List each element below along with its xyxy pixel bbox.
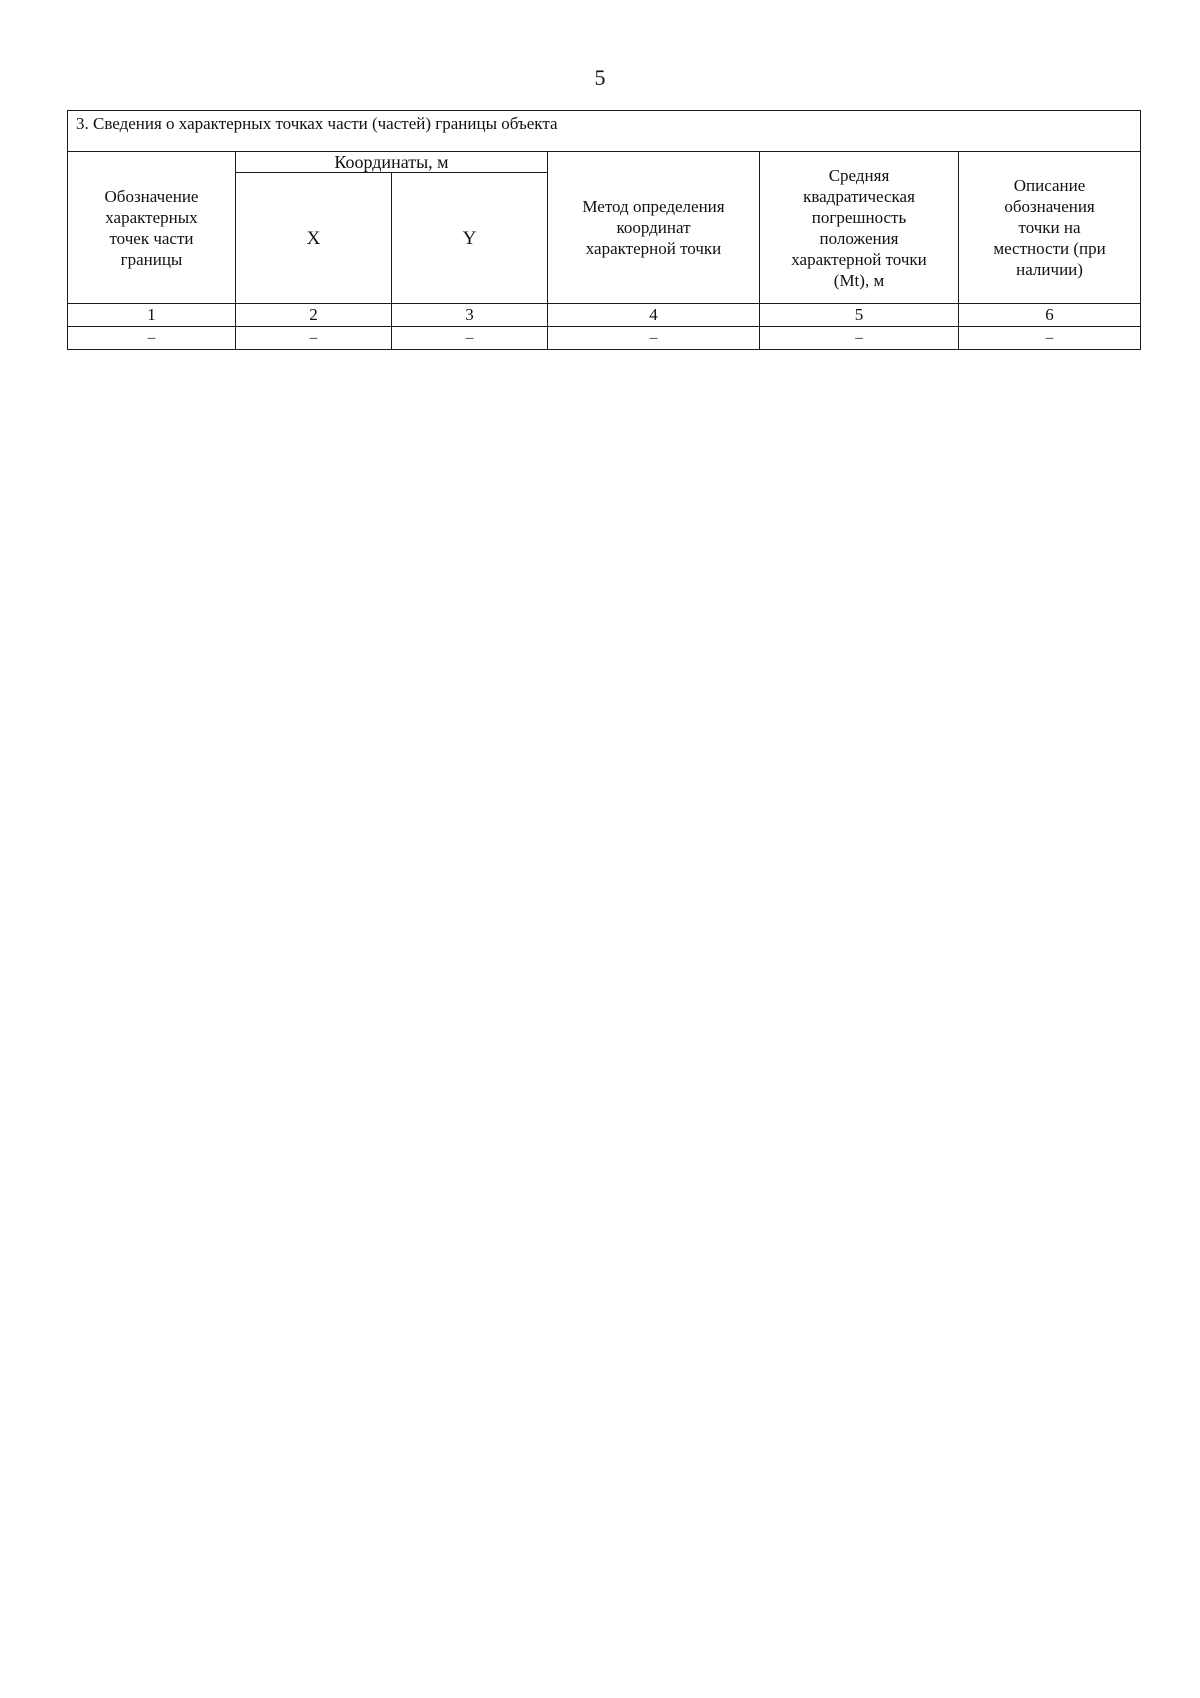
header-coordinates: Координаты, м	[236, 152, 548, 173]
header-error: Средняя квадратическая погрешность положения характерной точки (Mt), м	[760, 152, 959, 304]
characteristic-points-table	[67, 110, 1141, 350]
table-cell: –	[959, 327, 1141, 350]
table-cell: –	[68, 327, 236, 350]
column-number: 4	[548, 304, 760, 327]
header-x: X	[236, 173, 392, 304]
header-description: Описание обозначения точки на местности (при наличии)	[959, 152, 1141, 304]
table-title-row	[68, 111, 1141, 152]
section-title: 3. Сведения о характерных точках части (частей) границы объекта	[68, 111, 1141, 152]
table-row	[68, 327, 1141, 350]
column-numbers-row	[68, 304, 1141, 327]
header-row-1	[68, 152, 1141, 173]
column-number: 6	[959, 304, 1141, 327]
column-number: 1	[68, 304, 236, 327]
header-y: Y	[392, 173, 548, 304]
header-method: Метод определения координат характерной точки	[548, 152, 760, 304]
column-number: 5	[760, 304, 959, 327]
table-cell: –	[236, 327, 392, 350]
header-designation: Обозначение характерных точек части границы	[68, 152, 236, 304]
column-number: 3	[392, 304, 548, 327]
column-number: 2	[236, 304, 392, 327]
table-cell: –	[548, 327, 760, 350]
table-cell: –	[392, 327, 548, 350]
page-number: 5	[594, 65, 606, 90]
table-cell: –	[760, 327, 959, 350]
